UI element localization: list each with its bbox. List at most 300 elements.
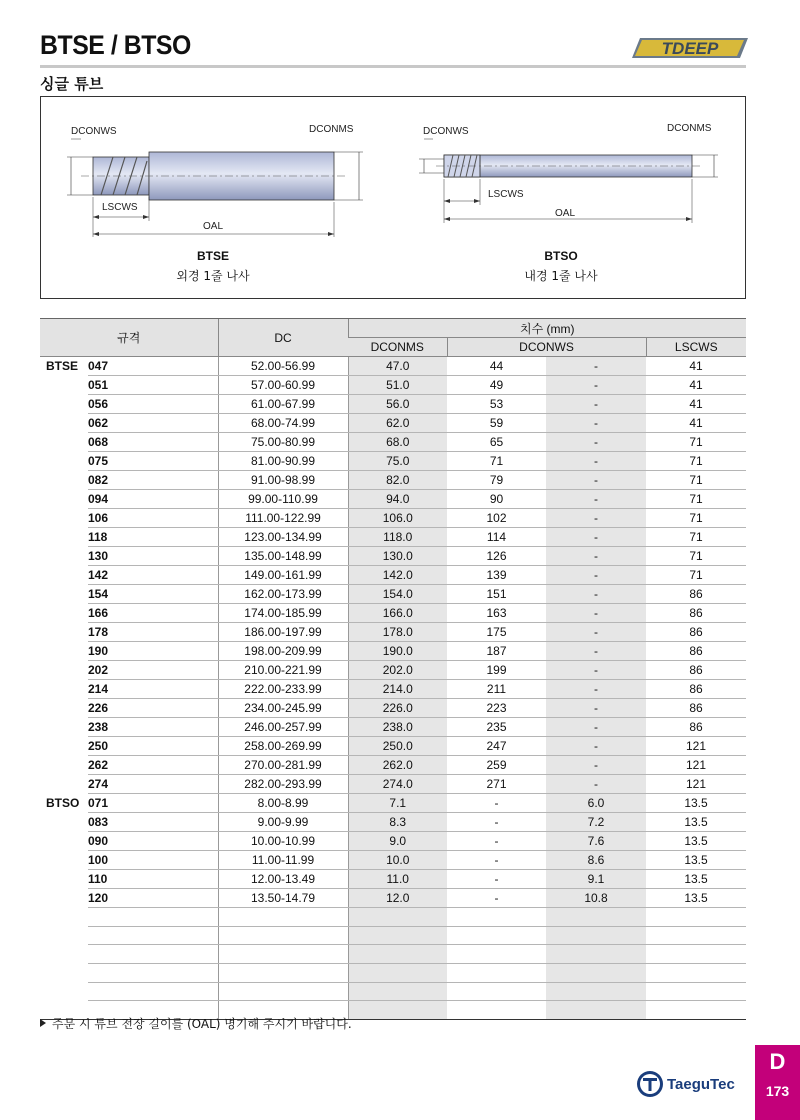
- table-row: [40, 395, 746, 414]
- row-dc: 234.00-245.99: [218, 699, 348, 718]
- row-dconws-b: -: [546, 528, 646, 547]
- table-row: [40, 566, 746, 585]
- btso-label-dconms: DCONMS: [667, 123, 712, 134]
- row-series: [40, 756, 88, 775]
- empty-cell: [447, 982, 546, 1001]
- btse-label-lscws: LSCWS: [102, 202, 138, 213]
- row-dconws-b: -: [546, 414, 646, 433]
- row-lscws: 86: [646, 661, 746, 680]
- row-code: 062: [88, 414, 218, 433]
- row-dconms: 226.0: [348, 699, 447, 718]
- table-row: [40, 604, 746, 623]
- empty-cell: [447, 926, 546, 945]
- row-code: 190: [88, 642, 218, 661]
- empty-row: [40, 908, 746, 927]
- row-code: 106: [88, 509, 218, 528]
- row-code: 056: [88, 395, 218, 414]
- row-dconws-a: -: [447, 794, 546, 813]
- row-dconms: 154.0: [348, 585, 447, 604]
- table-row: [40, 718, 746, 737]
- row-dconws-a: -: [447, 870, 546, 889]
- row-lscws: 71: [646, 490, 746, 509]
- row-dconms: 130.0: [348, 547, 447, 566]
- row-dconws-a: 102: [447, 509, 546, 528]
- row-code: 118: [88, 528, 218, 547]
- row-code: 178: [88, 623, 218, 642]
- row-dconws-b: -: [546, 452, 646, 471]
- empty-cell: [546, 945, 646, 964]
- table-row: [40, 623, 746, 642]
- row-lscws: 13.5: [646, 889, 746, 908]
- row-dc: 13.50-14.79: [218, 889, 348, 908]
- row-series: [40, 661, 88, 680]
- table-row: [40, 509, 746, 528]
- row-dc: 8.00-8.99: [218, 794, 348, 813]
- row-dconws-b: -: [546, 490, 646, 509]
- row-dconws-a: -: [447, 851, 546, 870]
- row-dc: 123.00-134.99: [218, 528, 348, 547]
- row-dconws-b: -: [546, 718, 646, 737]
- row-lscws: 71: [646, 566, 746, 585]
- table-row: [40, 737, 746, 756]
- row-code: 238: [88, 718, 218, 737]
- row-dconms: 9.0: [348, 832, 447, 851]
- row-series: [40, 414, 88, 433]
- empty-cell: [546, 1001, 646, 1020]
- order-note-text: 주문 시 튜브 전장 길이를 (OAL) 명기해 주시기 바랍니다.: [52, 1017, 352, 1031]
- btse-label-dconms: DCONMS: [309, 124, 354, 135]
- row-dconws-b: -: [546, 471, 646, 490]
- row-dconws-b: -: [546, 775, 646, 794]
- row-dconws-a: 259: [447, 756, 546, 775]
- row-lscws: 41: [646, 395, 746, 414]
- table-row: [40, 889, 746, 908]
- row-code: 154: [88, 585, 218, 604]
- tdeep-logo: [632, 34, 750, 62]
- table-row: [40, 471, 746, 490]
- row-dconms: 8.3: [348, 813, 447, 832]
- triangle-bullet-icon: [40, 1019, 46, 1027]
- row-dconws-b: 9.1: [546, 870, 646, 889]
- row-dc: 12.00-13.49: [218, 870, 348, 889]
- row-code: 120: [88, 889, 218, 908]
- row-series: BTSO: [46, 796, 80, 810]
- row-lscws: 41: [646, 414, 746, 433]
- row-series: [40, 566, 88, 585]
- empty-cell: [646, 982, 746, 1001]
- row-code: 130: [88, 547, 218, 566]
- row-series: [40, 680, 88, 699]
- row-lscws: 71: [646, 528, 746, 547]
- row-series: [40, 452, 88, 471]
- row-dconms: 178.0: [348, 623, 447, 642]
- empty-cell: [546, 982, 646, 1001]
- table-row: [40, 357, 746, 376]
- row-dc: 222.00-233.99: [218, 680, 348, 699]
- table-row: [40, 528, 746, 547]
- taegutec-mark-icon: [636, 1070, 664, 1098]
- row-dc: 11.00-11.99: [218, 851, 348, 870]
- empty-cell: [348, 908, 447, 927]
- row-dconws-b: -: [546, 737, 646, 756]
- brand-logo: [636, 1070, 735, 1098]
- row-code: 068: [88, 433, 218, 452]
- row-dc: 57.00-60.99: [218, 376, 348, 395]
- table-row: [40, 775, 746, 794]
- row-dconws-b: -: [546, 661, 646, 680]
- empty-cell: [218, 945, 348, 964]
- empty-cell: [447, 1001, 546, 1020]
- row-dconms: 7.1: [348, 794, 447, 813]
- empty-cell: [40, 926, 88, 945]
- btso-desc: 내경 1줄 나사: [524, 269, 598, 283]
- row-series: [40, 376, 88, 395]
- row-dconws-b: -: [546, 604, 646, 623]
- empty-cell: [88, 964, 218, 983]
- row-dc: 75.00-80.99: [218, 433, 348, 452]
- row-lscws: 121: [646, 775, 746, 794]
- row-series: [40, 528, 88, 547]
- row-dconms: 75.0: [348, 452, 447, 471]
- row-dc: 52.00-56.99: [218, 357, 348, 376]
- row-series: [40, 851, 88, 870]
- row-dconms: 238.0: [348, 718, 447, 737]
- header-dconws: DCONWS: [447, 338, 646, 357]
- title-rule: [40, 65, 746, 68]
- row-lscws: 13.5: [646, 851, 746, 870]
- table-row: [40, 661, 746, 680]
- page-subtitle: 싱글 튜브: [40, 75, 104, 93]
- row-code: 094: [88, 490, 218, 509]
- row-lscws: 86: [646, 585, 746, 604]
- row-code: 083: [88, 813, 218, 832]
- empty-cell: [646, 908, 746, 927]
- table-row: [40, 490, 746, 509]
- row-dconws-a: 114: [447, 528, 546, 547]
- row-dconms: 106.0: [348, 509, 447, 528]
- row-dc: 68.00-74.99: [218, 414, 348, 433]
- row-series: [40, 623, 88, 642]
- table-row: [40, 680, 746, 699]
- row-dconws-a: 187: [447, 642, 546, 661]
- row-dconms: 10.0: [348, 851, 447, 870]
- row-code: 090: [88, 832, 218, 851]
- table-row: [40, 585, 746, 604]
- btse-name: BTSE: [196, 249, 229, 263]
- row-lscws: 41: [646, 376, 746, 395]
- empty-cell: [40, 982, 88, 1001]
- row-dconws-a: 199: [447, 661, 546, 680]
- row-series: [40, 718, 88, 737]
- empty-cell: [348, 926, 447, 945]
- row-dconms: 47.0: [348, 357, 447, 376]
- btso-label-lscws: LSCWS: [488, 189, 524, 200]
- table-row: [40, 699, 746, 718]
- row-dc: 149.00-161.99: [218, 566, 348, 585]
- row-dconws-a: 211: [447, 680, 546, 699]
- row-lscws: 86: [646, 642, 746, 661]
- row-code: 071: [88, 794, 218, 813]
- header-dims: 치수 (mm): [348, 319, 746, 338]
- row-lscws: 13.5: [646, 794, 746, 813]
- row-lscws: 13.5: [646, 832, 746, 851]
- row-dconws-b: -: [546, 395, 646, 414]
- row-dconws-a: -: [447, 832, 546, 851]
- row-dconws-b: -: [546, 509, 646, 528]
- order-note: [40, 1015, 352, 1032]
- row-series: [40, 775, 88, 794]
- row-dconms: 11.0: [348, 870, 447, 889]
- page-title: BTSE / BTSO: [40, 30, 191, 60]
- row-dc: 210.00-221.99: [218, 661, 348, 680]
- empty-cell: [447, 908, 546, 927]
- row-code: 075: [88, 452, 218, 471]
- row-dconws-b: -: [546, 699, 646, 718]
- row-dconms: 262.0: [348, 756, 447, 775]
- header-dc: DC: [218, 319, 348, 357]
- row-dconws-a: 53: [447, 395, 546, 414]
- empty-cell: [88, 982, 218, 1001]
- table-row: [40, 642, 746, 661]
- row-code: 274: [88, 775, 218, 794]
- row-code: 202: [88, 661, 218, 680]
- row-dconws-a: 247: [447, 737, 546, 756]
- row-lscws: 121: [646, 737, 746, 756]
- row-lscws: 71: [646, 509, 746, 528]
- row-code: 051: [88, 376, 218, 395]
- row-dconws-b: 8.6: [546, 851, 646, 870]
- row-dconws-b: -: [546, 585, 646, 604]
- row-dconws-a: 223: [447, 699, 546, 718]
- row-code: 250: [88, 737, 218, 756]
- row-dconws-b: -: [546, 642, 646, 661]
- row-lscws: 71: [646, 547, 746, 566]
- btso-name: BTSO: [544, 249, 578, 263]
- row-dconws-a: 126: [447, 547, 546, 566]
- empty-cell: [348, 1001, 447, 1020]
- row-dc: 10.00-10.99: [218, 832, 348, 851]
- row-dconws-a: 139: [447, 566, 546, 585]
- row-dconms: 118.0: [348, 528, 447, 547]
- row-dconws-a: 65: [447, 433, 546, 452]
- header-spec: 규격: [40, 319, 218, 357]
- row-dconms: 274.0: [348, 775, 447, 794]
- row-dc: 270.00-281.99: [218, 756, 348, 775]
- row-dconms: 202.0: [348, 661, 447, 680]
- empty-row: [40, 926, 746, 945]
- empty-cell: [218, 964, 348, 983]
- row-lscws: 86: [646, 699, 746, 718]
- row-dconws-b: 7.6: [546, 832, 646, 851]
- row-dconws-a: 175: [447, 623, 546, 642]
- row-dc: 111.00-122.99: [218, 509, 348, 528]
- empty-cell: [88, 908, 218, 927]
- row-code: 082: [88, 471, 218, 490]
- row-series: [40, 870, 88, 889]
- diagram-box: [40, 96, 746, 299]
- row-dc: 162.00-173.99: [218, 585, 348, 604]
- row-dconms: 56.0: [348, 395, 447, 414]
- spec-table-body: [40, 357, 746, 1020]
- row-dconws-b: 10.8: [546, 889, 646, 908]
- table-row: [40, 414, 746, 433]
- row-dconws-a: -: [447, 813, 546, 832]
- section-tab: [755, 1045, 800, 1120]
- row-series: [40, 813, 88, 832]
- row-series: [40, 642, 88, 661]
- row-lscws: 71: [646, 452, 746, 471]
- row-series: [40, 490, 88, 509]
- row-dconws-a: 271: [447, 775, 546, 794]
- header-dconms: DCONMS: [348, 338, 447, 357]
- row-dconms: 142.0: [348, 566, 447, 585]
- row-dconms: 51.0: [348, 376, 447, 395]
- empty-row: [40, 964, 746, 983]
- row-dc: 198.00-209.99: [218, 642, 348, 661]
- section-letter: D: [769, 1049, 786, 1074]
- row-lscws: 86: [646, 680, 746, 699]
- row-lscws: 71: [646, 471, 746, 490]
- row-series: [40, 889, 88, 908]
- empty-cell: [348, 964, 447, 983]
- row-dconws-b: -: [546, 433, 646, 452]
- row-dconms: 68.0: [348, 433, 447, 452]
- row-dc: 258.00-269.99: [218, 737, 348, 756]
- row-series: [40, 585, 88, 604]
- row-dconws-b: -: [546, 376, 646, 395]
- empty-cell: [546, 908, 646, 927]
- row-code: 100: [88, 851, 218, 870]
- row-code: 262: [88, 756, 218, 775]
- table-row: [40, 452, 746, 471]
- row-dconws-a: 235: [447, 718, 546, 737]
- row-series: [40, 547, 88, 566]
- empty-cell: [88, 926, 218, 945]
- row-dc: 61.00-67.99: [218, 395, 348, 414]
- row-code: 047: [88, 357, 218, 376]
- row-lscws: 121: [646, 756, 746, 775]
- row-dc: 9.00-9.99: [218, 813, 348, 832]
- row-series: BTSE: [46, 359, 79, 374]
- row-series: [40, 604, 88, 623]
- row-dconms: 12.0: [348, 889, 447, 908]
- row-series: [40, 832, 88, 851]
- row-series: [40, 509, 88, 528]
- row-series: [40, 737, 88, 756]
- row-dc: 99.00-110.99: [218, 490, 348, 509]
- row-lscws: 86: [646, 718, 746, 737]
- row-series: [40, 471, 88, 490]
- btso-label-oal: OAL: [555, 208, 576, 219]
- row-dconms: 214.0: [348, 680, 447, 699]
- page-number: 173: [765, 1083, 790, 1099]
- row-dconms: 166.0: [348, 604, 447, 623]
- row-dc: 91.00-98.99: [218, 471, 348, 490]
- row-code: 214: [88, 680, 218, 699]
- row-dconms: 190.0: [348, 642, 447, 661]
- row-dconws-a: 59: [447, 414, 546, 433]
- btse-label-dconws: DCONWS: [71, 126, 117, 137]
- empty-cell: [546, 964, 646, 983]
- table-row: [40, 832, 746, 851]
- header-lscws: LSCWS: [646, 338, 746, 357]
- row-code: 166: [88, 604, 218, 623]
- row-lscws: 71: [646, 433, 746, 452]
- empty-row: [40, 982, 746, 1001]
- row-dconws-a: 151: [447, 585, 546, 604]
- spec-table: [40, 318, 746, 1020]
- logo-text: TDEEP: [661, 39, 719, 58]
- row-code: 110: [88, 870, 218, 889]
- table-row: [40, 794, 746, 813]
- empty-cell: [646, 1001, 746, 1020]
- row-lscws: 86: [646, 604, 746, 623]
- row-dconws-a: -: [447, 889, 546, 908]
- row-dconws-b: -: [546, 756, 646, 775]
- table-row: [40, 756, 746, 775]
- row-lscws: 13.5: [646, 813, 746, 832]
- row-dconws-b: -: [546, 566, 646, 585]
- table-row: [40, 433, 746, 452]
- brand-name: TaeguTec: [667, 1075, 735, 1093]
- row-dc: 81.00-90.99: [218, 452, 348, 471]
- empty-cell: [348, 982, 447, 1001]
- empty-cell: [447, 964, 546, 983]
- table-row: [40, 376, 746, 395]
- table-row: [40, 813, 746, 832]
- row-dconws-a: 44: [447, 357, 546, 376]
- empty-row: [40, 945, 746, 964]
- empty-cell: [218, 908, 348, 927]
- row-dconws-b: -: [546, 623, 646, 642]
- row-series: [40, 699, 88, 718]
- empty-cell: [546, 926, 646, 945]
- row-dc: 186.00-197.99: [218, 623, 348, 642]
- btse-desc: 외경 1줄 나사: [176, 269, 250, 283]
- row-dconws-b: -: [546, 357, 646, 376]
- table-row: [40, 851, 746, 870]
- row-dconms: 82.0: [348, 471, 447, 490]
- row-dc: 135.00-148.99: [218, 547, 348, 566]
- row-dconms: 94.0: [348, 490, 447, 509]
- row-dconws-b: -: [546, 547, 646, 566]
- row-dconws-b: -: [546, 680, 646, 699]
- empty-cell: [88, 945, 218, 964]
- row-code: 142: [88, 566, 218, 585]
- btse-label-oal: OAL: [203, 221, 224, 232]
- row-dconws-b: 6.0: [546, 794, 646, 813]
- row-series: [40, 395, 88, 414]
- row-dconws-a: 79: [447, 471, 546, 490]
- row-series: [40, 433, 88, 452]
- row-dconws-b: 7.2: [546, 813, 646, 832]
- row-dconws-a: 71: [447, 452, 546, 471]
- row-lscws: 41: [646, 357, 746, 376]
- row-dconms: 250.0: [348, 737, 447, 756]
- table-row: [40, 547, 746, 566]
- row-dc: 246.00-257.99: [218, 718, 348, 737]
- row-dconms: 62.0: [348, 414, 447, 433]
- empty-cell: [218, 982, 348, 1001]
- empty-cell: [40, 964, 88, 983]
- row-lscws: 86: [646, 623, 746, 642]
- row-code: 226: [88, 699, 218, 718]
- btso-label-dconws: DCONWS: [423, 126, 469, 137]
- row-dconws-a: 163: [447, 604, 546, 623]
- empty-cell: [646, 945, 746, 964]
- row-dc: 282.00-293.99: [218, 775, 348, 794]
- empty-cell: [646, 926, 746, 945]
